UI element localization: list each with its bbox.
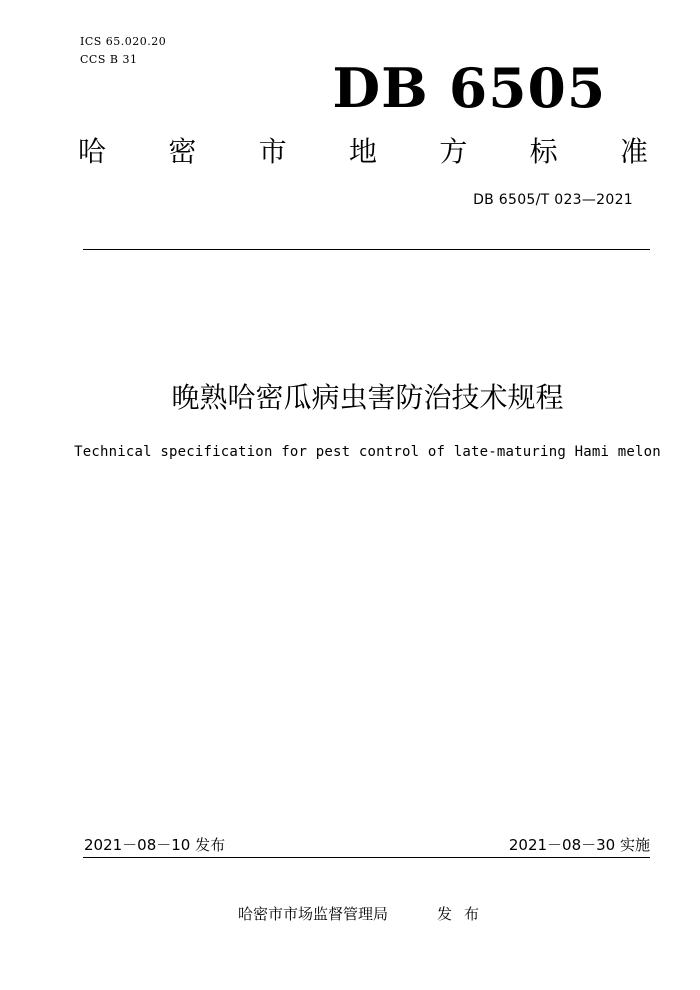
ics-code: ICS 65.020.20 bbox=[80, 35, 167, 48]
document-title-en: Technical specification for pest control of late-maturing Hami melon bbox=[74, 444, 661, 460]
standard-type-title bbox=[78, 134, 648, 170]
standard-type-char: 方 bbox=[439, 135, 468, 168]
standard-type-char: 标 bbox=[529, 135, 558, 168]
standard-type-char: 市 bbox=[258, 135, 287, 168]
standard-type-char: 密 bbox=[168, 135, 197, 168]
issue-date: 2021－08－10 发布 bbox=[84, 836, 226, 854]
standard-logo: DB 6505 bbox=[332, 56, 607, 120]
standard-type-char: 准 bbox=[619, 135, 648, 168]
document-title-cn: 晚熟哈密瓜病虫害防治技术规程 bbox=[171, 381, 564, 414]
standard-code: DB 6505/T 023—2021 bbox=[473, 192, 633, 208]
ccs-code: CCS B 31 bbox=[80, 53, 138, 66]
standard-type-char: 哈 bbox=[78, 135, 107, 168]
standard-type-char: 地 bbox=[348, 135, 377, 168]
publish-label: 发布 bbox=[437, 905, 492, 923]
header-divider bbox=[83, 249, 650, 250]
footer-divider bbox=[83, 857, 650, 858]
publisher: 哈密市市场监督管理局 bbox=[238, 905, 389, 923]
implementation-date: 2021－08－30 实施 bbox=[508, 836, 650, 854]
